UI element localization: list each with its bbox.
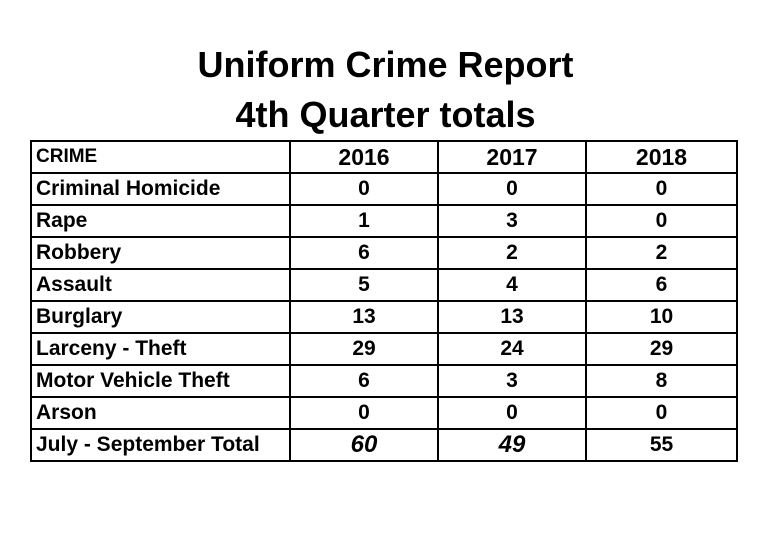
column-header-2017: 2017 [438,141,586,173]
value-2016: 1 [290,205,438,237]
total-row [31,429,737,461]
value-2016: 6 [290,365,438,397]
table-row [31,205,737,237]
column-header-2018: 2018 [586,141,737,173]
value-2017: 0 [438,173,586,205]
table-row [31,397,737,429]
value-2018: 29 [586,333,737,365]
crime-name: Criminal Homicide [31,173,290,205]
table-header-row [31,141,737,173]
value-2017: 3 [438,205,586,237]
value-2017: 0 [438,397,586,429]
value-2018: 0 [586,173,737,205]
value-2017: 3 [438,365,586,397]
value-2018: 8 [586,365,737,397]
column-header-crime: CRIME [31,141,290,173]
value-2018: 0 [586,205,737,237]
value-2016: 5 [290,269,438,301]
crime-name: Motor Vehicle Theft [31,365,290,397]
crime-name: Burglary [31,301,290,333]
total-2017: 49 [438,429,586,461]
value-2017: 4 [438,269,586,301]
table-row [31,173,737,205]
value-2018: 6 [586,269,737,301]
value-2018: 2 [586,237,737,269]
value-2018: 0 [586,397,737,429]
crime-name: Arson [31,397,290,429]
total-2016: 60 [290,429,438,461]
value-2016: 6 [290,237,438,269]
value-2016: 0 [290,397,438,429]
report-title: Uniform Crime Report [197,44,574,85]
value-2018: 10 [586,301,737,333]
column-header-2016: 2016 [290,141,438,173]
value-2017: 24 [438,333,586,365]
value-2017: 2 [438,237,586,269]
crime-table [30,140,738,462]
table-row [31,237,737,269]
value-2016: 0 [290,173,438,205]
crime-name: Larceny - Theft [31,333,290,365]
value-2016: 13 [290,301,438,333]
table-row [31,301,737,333]
table-row [31,269,737,301]
crime-name: Assault [31,269,290,301]
total-2018: 55 [586,429,737,461]
report-subtitle: 4th Quarter totals [235,94,536,135]
value-2017: 13 [438,301,586,333]
value-2016: 29 [290,333,438,365]
crime-name: Rape [31,205,290,237]
table-row [31,333,737,365]
crime-name: Robbery [31,237,290,269]
total-label: July - September Total [31,429,290,461]
table-row [31,365,737,397]
